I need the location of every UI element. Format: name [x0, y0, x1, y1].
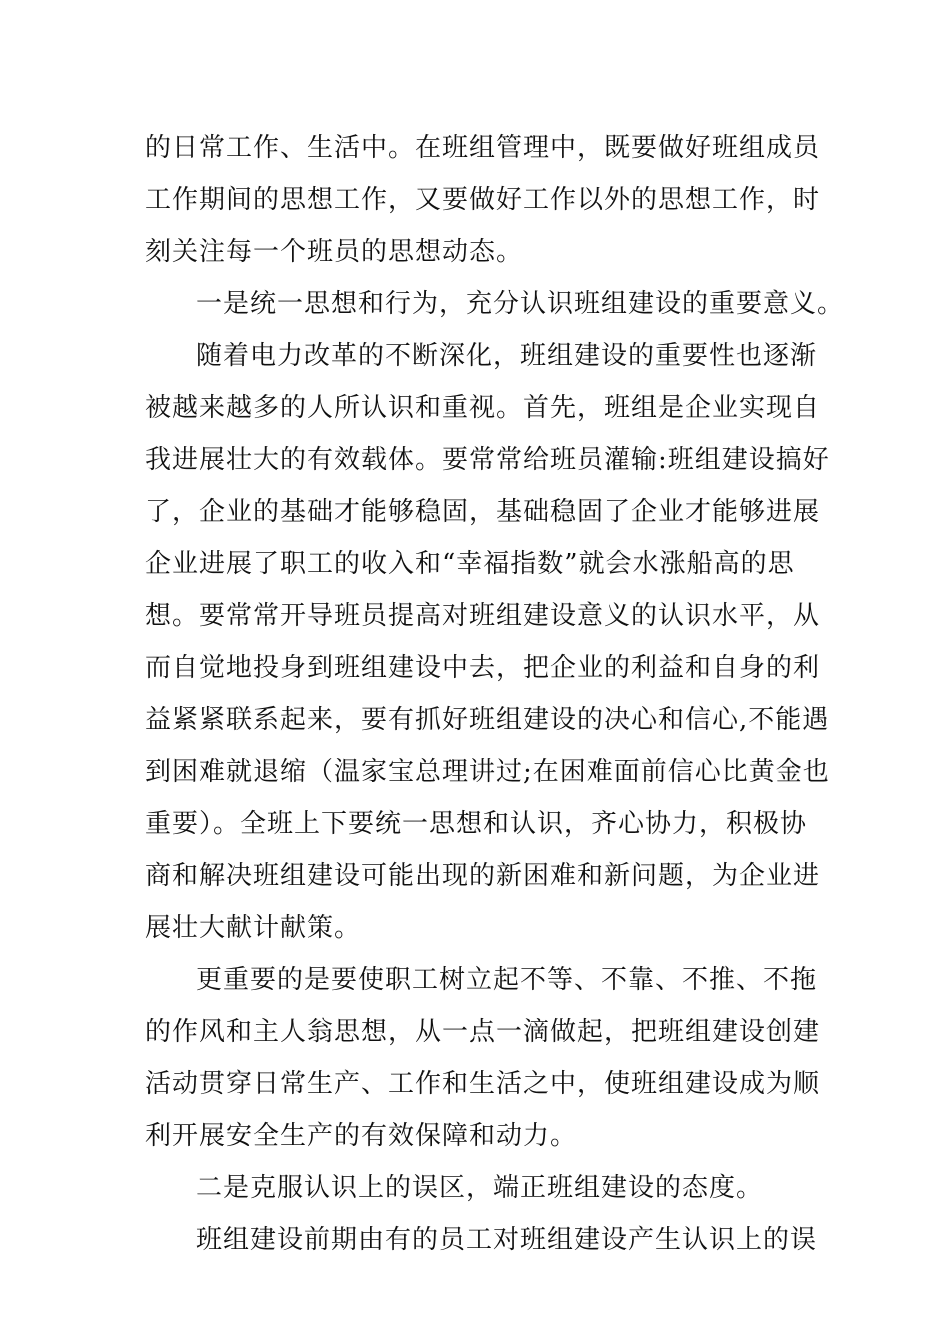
text-line: 想。要常常开导班员提高对班组建设意义的认识水平，从	[145, 601, 821, 631]
text-line: 了，企业的基础才能够稳固，基础稳固了企业才能够进展	[145, 497, 821, 527]
text-line: 被越来越多的人所认识和重视。首先，班组是企业实现自	[145, 393, 821, 423]
text-line: 展壮大献计献策。	[145, 913, 362, 943]
text-line: 随着电力改革的不断深化，班组建设的重要性也逐渐	[196, 341, 818, 371]
text-line: 工作期间的思想工作，又要做好工作以外的思想工作，时	[145, 185, 821, 215]
text-line: 到困难就退缩（温家宝总理讲过;在困难面前信心比黄金也	[145, 757, 830, 787]
text-line: 的作风和主人翁思想，从一点一滴做起，把班组建设创建	[145, 1017, 821, 1047]
text-line: 班组建设前期由有的员工对班组建设产生认识上的误	[196, 1225, 818, 1255]
section-heading: 二是克服认识上的误区，端正班组建设的态度。	[196, 1173, 764, 1203]
text-line: 重要）。全班上下要统一思想和认识，齐心协力，积极协	[145, 809, 808, 839]
text-line: 商和解决班组建设可能出现的新困难和新问题，为企业进	[145, 861, 821, 891]
section-heading: 一是统一思想和行为，充分认识班组建设的重要意义。	[196, 289, 845, 319]
text-line: 企业进展了职工的收入和“幸福指数”就会水涨船高的思	[145, 549, 795, 579]
text-line: 更重要的是要使职工树立起不等、不靠、不推、不拖	[196, 965, 818, 995]
text-line: 的日常工作、生活中。在班组管理中，既要做好班组成员	[145, 133, 821, 163]
text-line: 刻关注每一个班员的思想动态。	[145, 237, 524, 267]
text-line: 我进展壮大的有效载体。要常常给班员灌输:班组建设搞好	[145, 445, 830, 475]
text-line: 利开展安全生产的有效保障和动力。	[145, 1121, 578, 1151]
text-line: 而自觉地投身到班组建设中去，把企业的利益和自身的利	[145, 653, 821, 683]
text-line: 益紧紧联系起来，要有抓好班组建设的决心和信心,不能遇	[145, 705, 830, 735]
text-line: 活动贯穿日常生产、工作和生活之中，使班组建设成为顺	[145, 1069, 821, 1099]
